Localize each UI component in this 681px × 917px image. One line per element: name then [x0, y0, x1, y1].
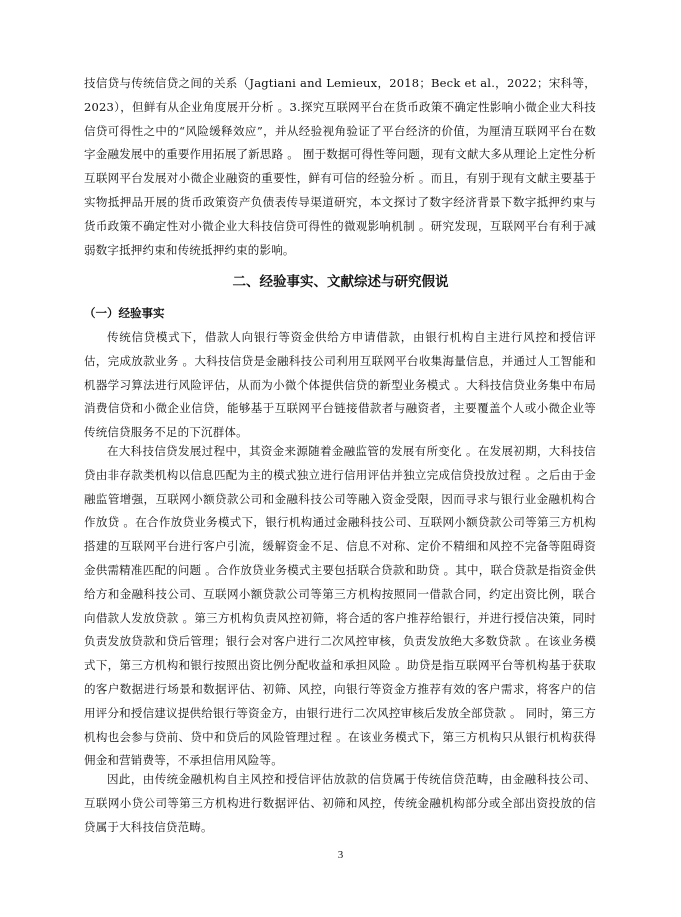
- page-number: 3: [337, 849, 344, 861]
- subsection-heading: （一）经验事实: [84, 306, 165, 320]
- paragraph-intro-continued: 技信贷与传统信贷之间的关系（Jagtiani and Lemieux，2018；Beck et al.，2022；宋科等，2023），但鲜有从企业角度展开分析 。3.探究互联网平台在货币政策不确定性影响小微企业大科技信贷可得性之中的“风险缓释效应”，并从经验视角验证了平台经济的价值，为厘清互联网平台在数字金融发展中的重要作用拓展了新思路 。 囿于数据可得性等问题，现有文献大多从理论上定性分析互联网平台发展对小微企业融资的重要性，鲜有可信的经验分析 。而且，有别于现有文献主要基于实物抵押品开展的货币政策资产负债表传导渠道研究，本文探讨了数字经济背景下数字抵押约束与货币政策不确定性对小微企业大科技信贷可得性的微观影响机制 。研究发现，互联网平台有利于减弱数字抵押约束和传统抵押约束的影响。: [84, 76, 596, 257]
- section-heading: 二、经验事实、文献综述与研究假说: [232, 274, 449, 290]
- paragraph-bigtech-development: 在大科技信贷发展过程中，其资金来源随着金融监管的发展有所变化 。在发展初期，大科技信贷由非存款类机构以信息匹配为主的模式独立进行信用评估并独立完成信贷投放过程 。之后由于金融监管增强，互联网小额贷款公司和金融科技公司等融入资金受限，因而寻求与银行业金融机构合作放贷 。在合作放贷业务模式下，银行机构通过金融科技公司、互联网小额贷款公司等第三方机构搭建的互联网平台进行客户引流，缓解资金不足、信息不对称、定价不精细和风控不完备等阻碍资金供需精准匹配的问题 。合作放贷业务模式主要包括联合贷款和助贷 。其中，联合贷款是指资金供给方和金融科技公司、互联网小额贷款公司等第三方机构按照同一借款合同，约定出资比例，联合向借款人发放贷款 。第三方机构负责风控初筛，将合适的客户推荐给银行，并进行授信决策，同时负责发放贷款和贷后管理；银行会对客户进行二次风控审核，负责发放绝大多数贷款 。在该业务模式下，第三方机构和银行按照出资比例分配收益和承担风险 。助贷是指互联网平台等机构基于获取的客户数据进行场景和数据评估、初筛、风控，向银行等资金方推荐有效的客户需求，将客户的信用评分和授信建议提供给银行等资金方，由银行进行二次风控审核后发放全部贷款 。 同时，第三方机构也会参与贷前、贷中和贷后的风险管理过程 。在该业务模式下，第三方机构只从银行机构获得佣金和营销费等，不承担信用风险等。: [84, 444, 596, 768]
- paragraph-traditional-credit: 传统信贷模式下，借款人向银行等资金供给方申请借款，由银行机构自主进行风控和授信评估，完成放款业务 。大科技信贷是金融科技公司利用互联网平台收集海量信息，并通过人工智能和机器学习算法进行风险评估，从而为小微个体提供信贷的新型业务模式 。大科技信贷业务集中布局消费信贷和小微企业信贷，能够基于互联网平台链接借款者与融资者，主要覆盖个人或小微企业等传统信贷服务不足的下沉群体。: [84, 330, 596, 440]
- paragraph-conclusion: 因此，由传统金融机构自主风控和授信评估放款的信贷属于传统信贷范畴，由金融科技公司、互联网小贷公司等第三方机构进行数据评估、初筛和风控，传统金融机构部分或全部出资投放的信贷属于大科技信贷范畴。: [84, 772, 596, 834]
